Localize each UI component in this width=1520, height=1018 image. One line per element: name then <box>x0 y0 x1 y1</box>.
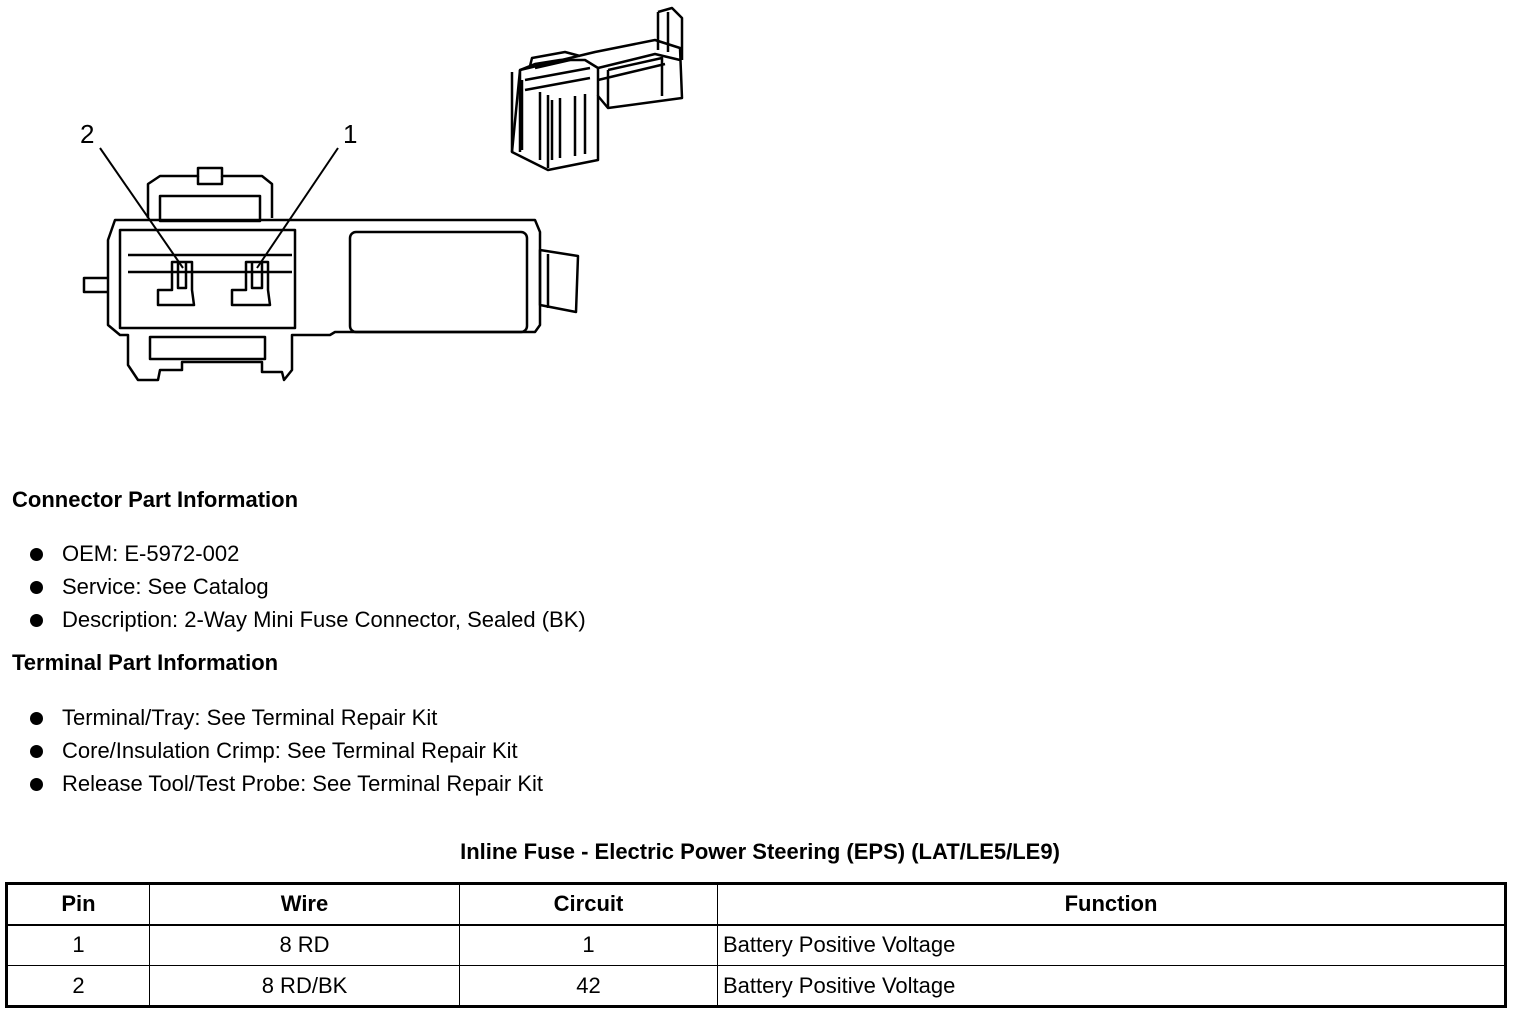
table-row <box>7 966 1506 1007</box>
bullet-icon <box>30 745 43 758</box>
cell-function: Battery Positive Voltage <box>718 966 1506 1007</box>
connector-info-title: Connector Part Information <box>12 487 299 512</box>
bullet-icon <box>30 712 43 725</box>
bullet-icon <box>30 581 43 594</box>
bullet-icon <box>30 548 43 561</box>
table-caption: Inline Fuse - Electric Power Steering (EPS) (LAT/LE5/LE9) <box>460 839 1060 864</box>
list-item <box>30 573 586 606</box>
table-header-row <box>7 884 1506 925</box>
connector-3d-view <box>512 8 682 170</box>
list-item <box>30 737 543 770</box>
connector-face-view <box>84 148 578 380</box>
callout-pin-1: 1 <box>343 119 358 149</box>
list-item-text: Release Tool/Test Probe: See Terminal Repair Kit <box>62 771 543 796</box>
terminal-info-list <box>30 704 543 803</box>
list-item <box>30 606 586 639</box>
cell-wire: 8 RD <box>150 925 460 966</box>
list-item-text: Terminal/Tray: See Terminal Repair Kit <box>62 705 438 730</box>
cell-function: Battery Positive Voltage <box>718 925 1506 966</box>
bullet-icon <box>30 778 43 791</box>
header-wire: Wire <box>150 884 460 925</box>
header-circuit: Circuit <box>460 884 718 925</box>
bullet-icon <box>30 614 43 627</box>
cell-wire: 8 RD/BK <box>150 966 460 1007</box>
pin-table <box>5 882 1507 1008</box>
cell-pin: 1 <box>7 925 150 966</box>
list-item <box>30 540 586 573</box>
list-item-text: Description: 2-Way Mini Fuse Connector, Sealed (BK) <box>62 607 586 632</box>
cell-circuit: 42 <box>460 966 718 1007</box>
terminal-info-title: Terminal Part Information <box>12 650 279 675</box>
connector-diagram <box>0 0 720 400</box>
connector-info-list <box>30 540 586 639</box>
table-row <box>7 925 1506 966</box>
callout-pin-2: 2 <box>80 119 95 149</box>
list-item <box>30 704 543 737</box>
cell-circuit: 1 <box>460 925 718 966</box>
list-item-text: Service: See Catalog <box>62 574 269 599</box>
list-item-text: Core/Insulation Crimp: See Terminal Repair Kit <box>62 738 518 763</box>
header-pin: Pin <box>7 884 150 925</box>
list-item <box>30 770 543 803</box>
cell-pin: 2 <box>7 966 150 1007</box>
header-function: Function <box>718 884 1506 925</box>
list-item-text: OEM: E-5972-002 <box>62 541 240 566</box>
